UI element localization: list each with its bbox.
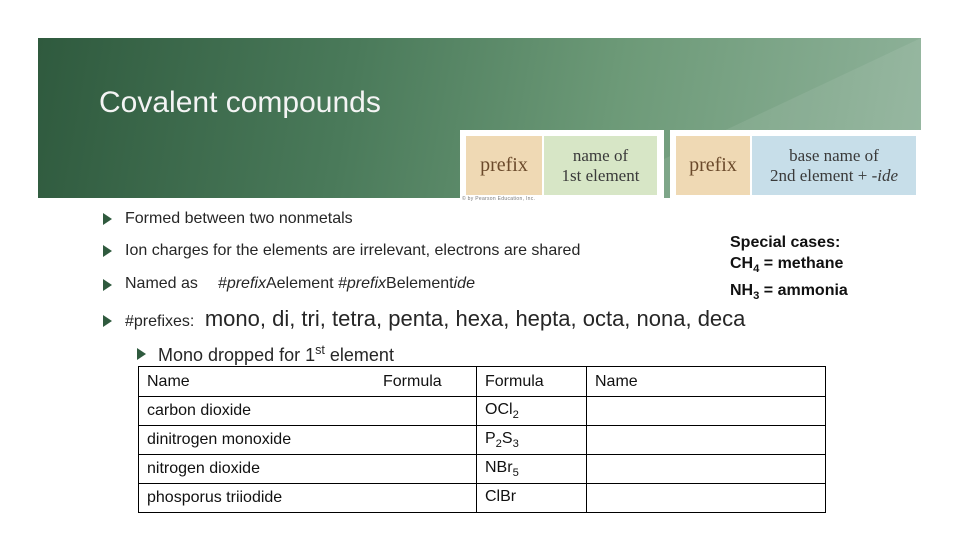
compound-formula: NBr$_5$	[477, 455, 587, 484]
header-formula: Formula	[375, 367, 477, 397]
header-name: Name	[139, 367, 376, 397]
first-element-name-box	[544, 136, 657, 195]
methane-line: $CH_4$ = methane	[730, 255, 844, 276]
prefixes-list: mono, di, tri, tetra, penta, hexa, hepta, octa, nona, deca	[204, 306, 746, 331]
second-element-name-box	[752, 136, 916, 195]
first-element-line2: 1st element	[561, 165, 640, 185]
special-cases-heading: Special cases:	[730, 234, 841, 251]
prefix-box: prefix	[676, 136, 750, 195]
name-answer-cell	[587, 484, 826, 513]
bullet-ion-charges: Ion charges for the elements are irrelevant, electrons are shared	[125, 242, 581, 259]
bullet-named-as: Named as #prefixAelement #prefixBelementide	[125, 275, 475, 292]
bullet-arrow-icon	[103, 245, 112, 257]
formula-answer-cell	[375, 484, 477, 513]
table-row	[139, 397, 826, 426]
bullet-arrow-icon	[103, 213, 112, 225]
prefixes-label: #prefixes:	[125, 313, 195, 330]
name-answer-cell	[587, 426, 826, 455]
compound-formula: ClBr	[477, 484, 587, 513]
table-row	[139, 455, 826, 484]
bullet-nonmetals: Formed between two nonmetals	[125, 210, 353, 227]
naming-practice-table	[138, 366, 826, 513]
table-row	[139, 484, 826, 513]
formula-answer-cell	[375, 455, 477, 484]
compound-formula: OCl$_2$	[477, 397, 587, 426]
table-row	[139, 426, 826, 455]
named-as-label: Named as	[125, 275, 198, 292]
formula-answer-cell	[375, 397, 477, 426]
compound-name: phosporus triiodide	[139, 484, 376, 513]
sub-bullet-mono: Mono dropped for 1st element	[158, 343, 394, 365]
formula-answer-cell	[375, 426, 477, 455]
bullet-arrow-icon	[137, 348, 146, 360]
bullet-arrow-icon	[103, 279, 112, 291]
compound-formula: $P_2S_3$	[477, 426, 587, 455]
second-element-line1: base name of	[789, 145, 879, 165]
slide-title: Covalent compounds	[99, 86, 381, 119]
ammonia-line: $NH_3$ = ammonia	[730, 282, 848, 303]
name-answer-cell	[587, 397, 826, 426]
first-element-line1: name of	[572, 145, 629, 165]
header-name: Name	[587, 367, 826, 397]
bullet-prefixes	[125, 306, 745, 332]
compound-name: dinitrogen monoxide	[139, 426, 376, 455]
compound-name: nitrogen dioxide	[139, 455, 376, 484]
header-formula: Formula	[477, 367, 587, 397]
table-header-row	[139, 367, 826, 397]
prefix-box: prefix	[466, 136, 542, 195]
copyright-note: © by Pearson Education, Inc.	[462, 196, 536, 202]
bullet-arrow-icon	[103, 315, 112, 327]
special-cases	[730, 232, 848, 307]
second-element-naming-tile	[670, 130, 927, 201]
first-element-naming-tile	[460, 130, 664, 201]
name-answer-cell	[587, 455, 826, 484]
second-element-line2: 2nd element + -ide	[769, 165, 899, 185]
compound-name: carbon dioxide	[139, 397, 376, 426]
